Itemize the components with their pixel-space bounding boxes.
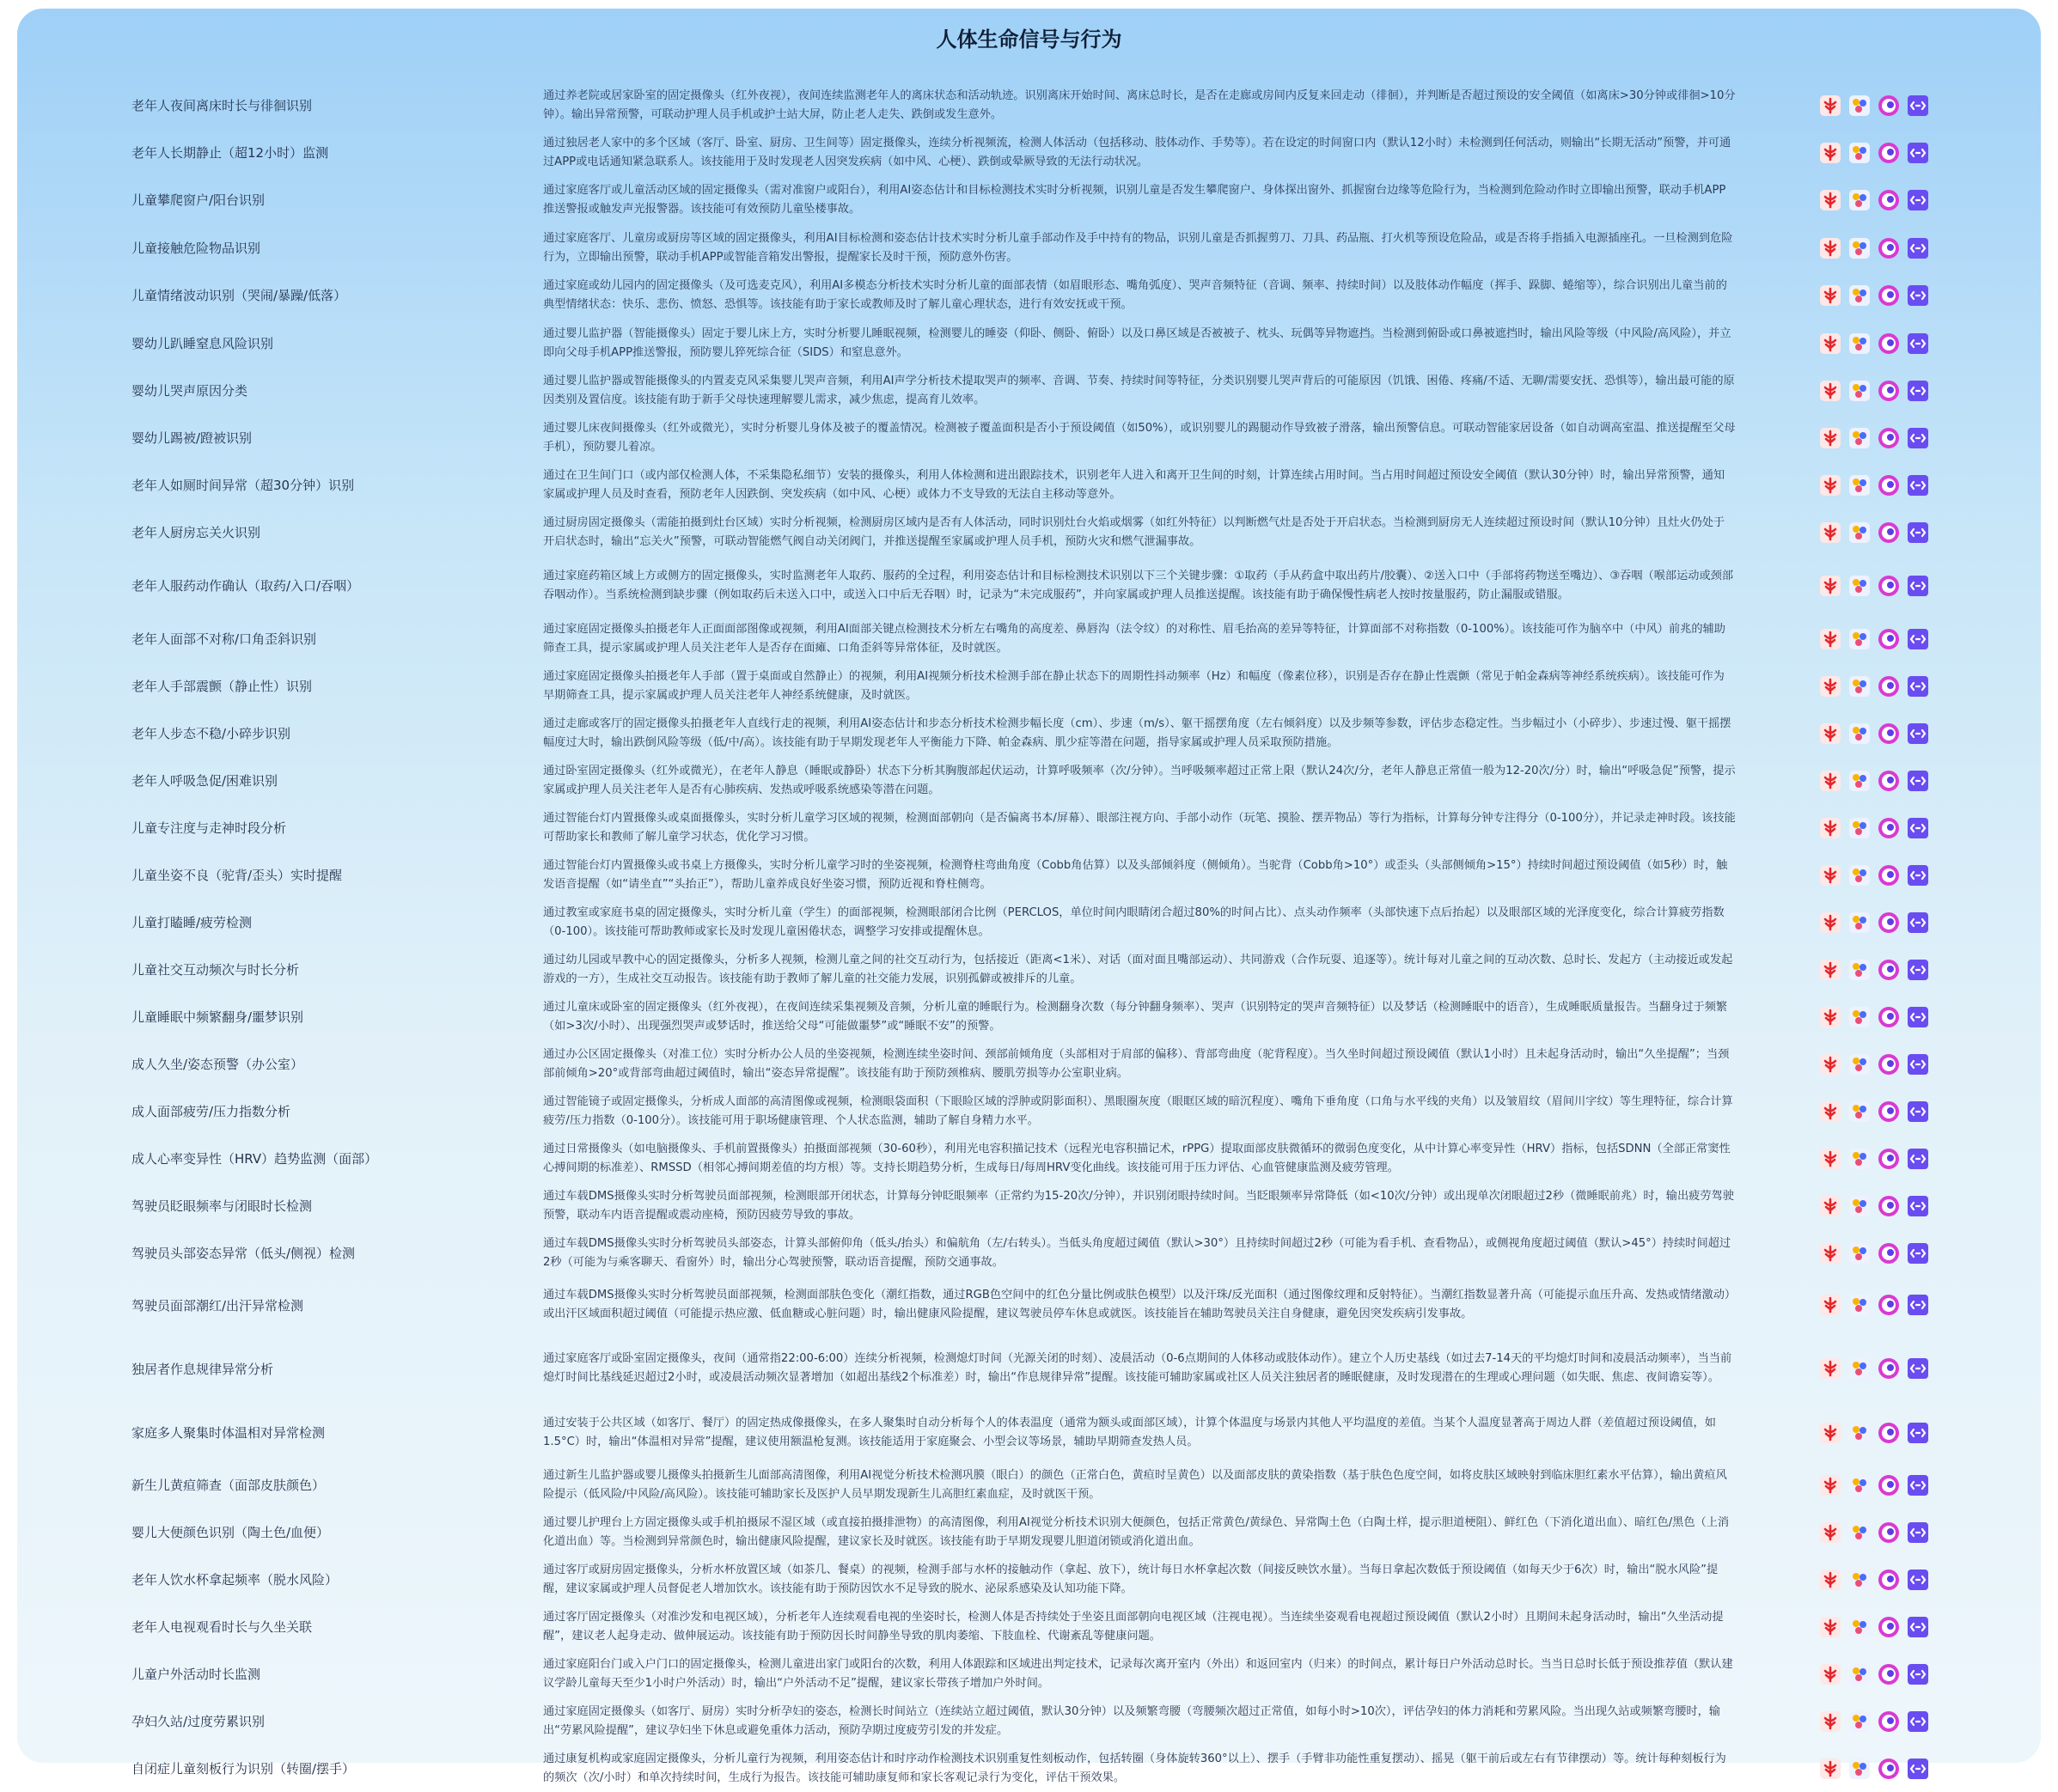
skill-actions	[1819, 675, 1929, 698]
purple-ring-icon[interactable]	[1878, 237, 1900, 259]
skill-actions	[1819, 1294, 1929, 1316]
skill-description: 通过客厅固定摄像头（对准沙发和电视区域），分析老年人连续观看电视的坐姿时长，检测人体是否持续处于坐姿且面部朝向电视区域（注视电视）。当连续坐姿观看电视超过预设阈值（默认2小时）且期间未起身活动时，输出“久坐活动提醒”，建议老人起身走动、做伸展运动。该技能有助于预防因长时间静坐导致的肌肉萎缩、下肢血栓、代谢紊乱等健康问题。	[543, 1610, 1724, 1643]
skill-row	[17, 662, 2041, 710]
skill-name: 儿童坐姿不良（驼背/歪头）实时提醒	[131, 868, 343, 883]
colorful-circles-icon[interactable]	[1848, 1521, 1871, 1544]
skill-description: 通过车载DMS摄像头实时分析驾驶员面部视频，检测面部肤色变化（潮红指数，通过RGB色空间中的红色分量比例或肤色模型）以及汗珠/反光面积（通过图像纹理和反射特征）。当潮红指数显著升高（可能提示血压升高、发热或情绪激动）或出汗区域面积超过阈值（可能提示热应激、低血糖或心脏问题）时，输出健康风险提醒，建议驾驶员停车休息或就医。该技能旨在辅助驾驶员关注自身健康，避免因突发疾病引发事故。	[543, 1289, 1731, 1320]
skill-actions	[1819, 1422, 1929, 1444]
purple-ring-icon[interactable]	[1878, 817, 1900, 839]
red-bird-icon[interactable]	[1819, 521, 1841, 544]
skill-row	[17, 509, 2041, 556]
skill-actions	[1819, 1053, 1929, 1076]
skill-row	[17, 1745, 2041, 1792]
code-brackets-icon[interactable]	[1907, 380, 1929, 402]
skill-name: 婴幼儿趴睡窒息风险识别	[131, 336, 274, 351]
colorful-circles-icon[interactable]	[1848, 675, 1871, 698]
skill-name: 老年人呼吸急促/困难识别	[131, 773, 278, 789]
skill-actions	[1819, 1616, 1929, 1638]
code-brackets-icon[interactable]	[1907, 770, 1929, 792]
skill-name: 婴儿大便颜色识别（陶土色/血便）	[131, 1525, 330, 1540]
skill-row	[17, 1556, 2041, 1603]
red-bird-icon[interactable]	[1819, 1100, 1841, 1123]
red-bird-icon[interactable]	[1819, 237, 1841, 259]
colorful-circles-icon[interactable]	[1848, 380, 1871, 402]
skill-description: 通过客厅或厨房固定摄像头，分析水杯放置区域（如茶几、餐桌）的视频，检测手部与水杯的接触动作（拿起、放下），统计每日水杯拿起次数（间接反映饮水量）。当每日拿起次数低于预设阈值（如每天少于6次）时，输出“脱水风险”提醒，建议家属或护理人员督促老人增加饮水。该技能有助于预防因饮水不足导致的脱水、泌尿系感染及认知功能下降。	[543, 1563, 1719, 1595]
purple-ring-icon[interactable]	[1878, 1195, 1900, 1217]
skill-description: 通过家庭客厅、儿童房或厨房等区域的固定摄像头，利用AI目标检测和姿态估计技术实时分析儿童手部动作及手中持有的物品，识别儿童是否抓握剪刀、刀具、药品瓶、打火机等预设危险品，或是否将手指插入电源插座孔。一旦检测到危险行为，立即输出预警，联动手机APP或智能音箱发出警报，提醒家长及时干预，预防意外伤害。	[543, 231, 1733, 264]
skill-row	[17, 1088, 2041, 1135]
code-brackets-icon[interactable]	[1907, 1006, 1929, 1028]
colorful-circles-icon[interactable]	[1848, 237, 1871, 259]
skill-actions	[1819, 1242, 1929, 1265]
skill-row	[17, 1650, 2041, 1698]
code-brackets-icon[interactable]	[1907, 1569, 1929, 1591]
skill-row	[17, 804, 2041, 851]
skill-actions	[1819, 521, 1929, 544]
skill-row	[17, 946, 2041, 993]
skill-actions	[1819, 864, 1929, 887]
purple-ring-icon[interactable]	[1878, 380, 1900, 402]
skill-actions	[1819, 628, 1929, 650]
red-bird-icon[interactable]	[1819, 1569, 1841, 1591]
red-bird-icon[interactable]	[1819, 575, 1841, 597]
code-brackets-icon[interactable]	[1907, 864, 1929, 887]
code-brackets-icon[interactable]	[1907, 1294, 1929, 1316]
colorful-circles-icon[interactable]	[1848, 864, 1871, 887]
red-bird-icon[interactable]	[1819, 427, 1841, 449]
skill-row	[17, 461, 2041, 509]
skill-name: 老年人步态不稳/小碎步识别	[131, 726, 291, 741]
code-brackets-icon[interactable]	[1907, 1053, 1929, 1076]
code-brackets-icon[interactable]	[1907, 1474, 1929, 1496]
red-bird-icon[interactable]	[1819, 770, 1841, 792]
skill-actions	[1819, 474, 1929, 497]
code-brackets-icon[interactable]	[1907, 94, 1929, 117]
code-brackets-icon[interactable]	[1907, 189, 1929, 211]
red-bird-icon[interactable]	[1819, 1422, 1841, 1444]
skill-actions	[1819, 722, 1929, 745]
colorful-circles-icon[interactable]	[1848, 1663, 1871, 1685]
skill-name: 老年人服药动作确认（取药/入口/吞咽）	[131, 578, 360, 594]
skill-description: 通过家庭客厅或儿童活动区域的固定摄像头（需对准窗户或阳台），利用AI姿态估计和目标检测技术实时分析视频，识别儿童是否发生攀爬窗户、身体探出窗外、抓握窗台边缘等危险行为，当检测到危险动作时立即输出预警，联动手机APP推送警报或触发声光报警器。该技能可有效预防儿童坠楼事故。	[543, 183, 1726, 216]
skill-row	[17, 176, 2041, 223]
skill-description: 通过婴儿监护器（智能摄像头）固定于婴儿床上方，实时分析婴儿睡眠视频，检测婴儿的睡姿（仰卧、侧卧、俯卧）以及口鼻区域是否被被子、枕头、玩偶等异物遮挡。当检测到俯卧或口鼻被遮挡时，输出风险等级（中风险/高风险），并立即向父母手机APP推送警报，预防婴儿猝死综合征（SIDS）和窒息意外。	[543, 326, 1731, 359]
skill-row	[17, 993, 2041, 1040]
red-bird-icon[interactable]	[1819, 1758, 1841, 1780]
skill-description: 通过智能台灯内置摄像头或书桌上方摄像头，实时分析儿童学习时的坐姿视频，检测脊柱弯曲角度（Cobb角估算）以及头部倾斜度（侧倾角）。当驼背（Cobb角>10°）或歪头（头部侧倾角>15°）持续时间超过预设阈值（如5秒）时，触发语音提醒（如“请坐直”“头抬正”），帮助儿童养成良好坐姿习惯，预防近视和脊柱侧弯。	[543, 858, 1728, 891]
code-brackets-icon[interactable]	[1907, 722, 1929, 745]
skill-actions	[1819, 237, 1929, 259]
red-bird-icon[interactable]	[1819, 1357, 1841, 1380]
red-bird-icon[interactable]	[1819, 1294, 1841, 1316]
code-brackets-icon[interactable]	[1907, 332, 1929, 355]
skill-actions	[1819, 1569, 1929, 1591]
purple-ring-icon[interactable]	[1878, 1294, 1900, 1316]
skill-actions	[1819, 817, 1929, 839]
red-bird-icon[interactable]	[1819, 284, 1841, 307]
skill-name: 儿童睡眠中频繁翻身/噩梦识别	[131, 1009, 304, 1025]
skill-description: 通过新生儿监护器或婴儿摄像头拍摄新生儿面部高清图像，利用AI视觉分析技术检测巩膜（眼白）的颜色（正常白色，黄疸时呈黄色）以及面部皮肤的黄染指数（基于肤色色度空间，如将皮肤区域映射到临床胆红素水平估算），输出黄疸风险提示（低风险/中风险/高风险）。该技能可辅助家长及医护人员早期发现新生儿高胆红素血症，及时就医干预。	[543, 1468, 1727, 1501]
skill-name: 独居者作息规律异常分析	[131, 1361, 274, 1377]
red-bird-icon[interactable]	[1819, 1242, 1841, 1265]
skill-row	[17, 224, 2041, 271]
skill-name: 成人面部疲劳/压力指数分析	[131, 1104, 291, 1119]
skill-actions	[1819, 1474, 1929, 1496]
skill-description: 通过家庭或幼儿园内的固定摄像头（及可选麦克风），利用AI多模态分析技术实时分析儿童的面部表情（如眉眼形态、嘴角弧度）、哭声音频特征（音调、频率、持续时间）以及肢体动作幅度（挥手、跺脚、蜷缩等），综合识别出儿童当前的典型情绪状态：快乐、悲伤、愤怒、恐惧等。该技能有助于家长或教师及时了解儿童心理状态，进行有效安抚或干预。	[543, 278, 1727, 311]
skill-name: 老年人饮水杯拿起频率（脱水风险）	[131, 1572, 339, 1588]
colorful-circles-icon[interactable]	[1848, 1148, 1871, 1170]
skill-row	[17, 1229, 2041, 1277]
red-bird-icon[interactable]	[1819, 722, 1841, 745]
code-brackets-icon[interactable]	[1907, 427, 1929, 449]
colorful-circles-icon[interactable]	[1848, 1195, 1871, 1217]
code-brackets-icon[interactable]	[1907, 1422, 1929, 1444]
red-bird-icon[interactable]	[1819, 380, 1841, 402]
skill-description: 通过办公区固定摄像头（对准工位）实时分析办公人员的坐姿视频，检测连续坐姿时间、颈部前倾角度（头部相对于肩部的偏移）、背部弯曲度（驼背程度）。当久坐时间超过预设阈值（默认1小时）且未起身活动时，输出“久坐提醒”；当颈部前倾角>20°或背部弯曲超过阈值时，输出“姿态异常提醒”。该技能有助于预防颈椎病、腰肌劳损等办公室职业病。	[543, 1047, 1730, 1080]
skill-description: 通过养老院或居家卧室的固定摄像头（红外夜视），夜间连续监测老年人的离床状态和活动轨迹。识别离床开始时间、离床总时长，是否在走廊或房间内反复来回走动（徘徊），并判断是否超过预设的安全阈值（如离床>30分钟或徘徊>10分钟）。输出异常预警，可联动护理人员手机或护士站大屏，防止老人走失、跌倒或发生意外。	[543, 88, 1736, 121]
code-brackets-icon[interactable]	[1907, 628, 1929, 650]
purple-ring-icon[interactable]	[1878, 1616, 1900, 1638]
red-bird-icon[interactable]	[1819, 1474, 1841, 1496]
skill-name: 婴幼儿哭声原因分类	[131, 383, 248, 399]
code-brackets-icon[interactable]	[1907, 1100, 1929, 1123]
skill-description: 通过教室或家庭书桌的固定摄像头，实时分析儿童（学生）的面部视频，检测眼部闭合比例（PERCLOS，单位时间内眼睛闭合超过80%的时间占比）、点头动作频率（头部快速下点后抬起）以及眼部区域的光泽度变化，综合计算疲劳指数（0-100）。该技能可帮助教师或家长及时发现儿童困倦状态，调整学习安排或提醒休息。	[543, 905, 1725, 938]
red-bird-icon[interactable]	[1819, 1616, 1841, 1638]
skill-description: 通过家庭药箱区域上方或侧方的固定摄像头，实时监测老年人取药、服药的全过程，利用姿态估计和目标检测技术识别以下三个关键步骤：①取药（手从药盒中取出药片/胶囊）、②送入口中（手部将药物送至嘴边）、③吞咽（喉部运动或颈部吞咽动作）。当系统检测到缺步骤（例如取药后未送入口中，或送入口中后无吞咽）时，记录为“未完成服药”，并向家属或护理人员推送提醒。该技能有助于确保慢性病老人按时按量服药，防止漏服或错服。	[543, 569, 1734, 601]
skill-description: 通过卧室固定摄像头（红外或微光），在老年人静息（睡眠或静卧）状态下分析其胸腹部起伏运动，计算呼吸频率（次/分钟）。当呼吸频率超过正常上限（默认24次/分，老年人静息正常值一般为12-20次/分）时，输出“呼吸急促”预警，提示家属或护理人员关注老年人是否有心肺疾病、发热或呼吸系统感染等潜在问题。	[543, 764, 1736, 796]
skill-description: 通过家庭固定摄像头拍摄老年人正面面部图像或视频，利用AI面部关键点检测技术分析左右嘴角的高度差、鼻唇沟（法令纹）的对称性、眉毛抬高的差异等特征，计算面部不对称指数（0-100%）。该技能可作为脑卒中（中风）前兆的辅助筛查工具，提示家属或护理人员关注老年人是否存在面瘫、口角歪斜等异常体征，及时就医。	[543, 622, 1725, 655]
purple-ring-icon[interactable]	[1878, 575, 1900, 597]
colorful-circles-icon[interactable]	[1848, 1357, 1871, 1380]
colorful-circles-icon[interactable]	[1848, 1053, 1871, 1076]
skill-name: 家庭多人聚集时体温相对异常检测	[131, 1425, 326, 1441]
red-bird-icon[interactable]	[1819, 1006, 1841, 1028]
skill-name: 儿童社交互动频次与时长分析	[131, 962, 300, 978]
skill-row	[17, 757, 2041, 804]
skill-name: 老年人手部震颤（静止性）识别	[131, 679, 313, 694]
purple-ring-icon[interactable]	[1878, 1100, 1900, 1123]
skill-row	[17, 1698, 2041, 1745]
red-bird-icon[interactable]	[1819, 332, 1841, 355]
skill-actions	[1819, 1357, 1929, 1380]
red-bird-icon[interactable]	[1819, 1521, 1841, 1544]
code-brackets-icon[interactable]	[1907, 142, 1929, 164]
code-brackets-icon[interactable]	[1907, 1148, 1929, 1170]
skill-row	[17, 82, 2041, 129]
colorful-circles-icon[interactable]	[1848, 332, 1871, 355]
purple-ring-icon[interactable]	[1878, 474, 1900, 497]
red-bird-icon[interactable]	[1819, 1053, 1841, 1076]
code-brackets-icon[interactable]	[1907, 237, 1929, 259]
code-brackets-icon[interactable]	[1907, 1521, 1929, 1544]
skill-name: 儿童攀爬窗户/阳台识别	[131, 192, 266, 208]
skill-description: 通过独居老人家中的多个区域（客厅、卧室、厨房、卫生间等）固定摄像头，连续分析视频流，检测人体活动（包括移动、肢体动作、手势等）。若在设定的时间窗口内（默认12小时）未检测到任何活动，则输出“长期无活动”预警，并可通过APP或电话通知紧急联系人。该技能用于及时发现老人因突发疾病（如中风、心梗）、跌倒或晕厥导致的无法行动状况。	[543, 136, 1731, 168]
skill-row	[17, 899, 2041, 946]
skill-description: 通过智能台灯内置摄像头或桌面摄像头，实时分析儿童学习区域的视频，检测面部朝向（是否偏离书本/屏幕）、眼部注视方向、手部小动作（玩笔、摸脸、摆弄物品）等行为指标，计算每分钟专注得分（0-100分），并记录走神时段。该技能可帮助家长和教师了解儿童学习状态，优化学习习惯。	[543, 811, 1736, 844]
colorful-circles-icon[interactable]	[1848, 142, 1871, 164]
skill-actions	[1819, 575, 1929, 597]
colorful-circles-icon[interactable]	[1848, 94, 1871, 117]
skill-actions	[1819, 1195, 1929, 1217]
purple-ring-icon[interactable]	[1878, 1474, 1900, 1496]
code-brackets-icon[interactable]	[1907, 521, 1929, 544]
purple-ring-icon[interactable]	[1878, 864, 1900, 887]
skill-row	[17, 1277, 2041, 1333]
red-bird-icon[interactable]	[1819, 911, 1841, 934]
colorful-circles-icon[interactable]	[1848, 628, 1871, 650]
purple-ring-icon[interactable]	[1878, 521, 1900, 544]
skill-actions	[1819, 959, 1929, 981]
skill-name: 儿童户外活动时长监测	[131, 1667, 261, 1682]
red-bird-icon[interactable]	[1819, 189, 1841, 211]
colorful-circles-icon[interactable]	[1848, 959, 1871, 981]
skill-row	[17, 1509, 2041, 1556]
colorful-circles-icon[interactable]	[1848, 1100, 1871, 1123]
skill-actions	[1819, 1663, 1929, 1685]
skill-description: 通过婴儿护理台上方固定摄像头或手机拍摄尿不湿区域（或直接拍摄排泄物）的高清图像，利用AI视觉分析技术识别大便颜色，包括正常黄色/黄绿色、异常陶土色（白陶土样，提示胆道梗阻）、鲜红色（下消化道出血）、暗红色/黑色（上消化道出血）等。当检测到异常颜色时，输出健康风险提醒，建议家长及时就医。该技能有助于早期发现婴儿胆道闭锁或消化道出血。	[543, 1515, 1730, 1548]
skill-name: 儿童接触危险物品识别	[131, 241, 261, 256]
purple-ring-icon[interactable]	[1878, 1242, 1900, 1265]
skill-description: 通过家庭固定摄像头拍摄老年人手部（置于桌面或自然静止）的视频，利用AI视频分析技术检测手部在静止状态下的周期性抖动频率（Hz）和幅度（像素位移），识别是否存在静止性震颤（常见于帕金森病等神经系统疾病）。该技能可作为早期筛查工具，提示家属或护理人员关注老年人神经系统健康，及时就医。	[543, 669, 1725, 702]
colorful-circles-icon[interactable]	[1848, 817, 1871, 839]
red-bird-icon[interactable]	[1819, 628, 1841, 650]
skill-description: 通过家庭固定摄像头（如客厅、厨房）实时分析孕妇的姿态，检测长时间站立（连续站立超过阈值，默认30分钟）以及频繁弯腰（弯腰频次超过正常值，如每小时>10次），评估孕妇的体力消耗和劳累风险。当出现久站或频繁弯腰时，输出“劳累风险提醒”，建议孕妇坐下休息或避免重体力活动，预防孕期过度疲劳引发的并发症。	[543, 1704, 1720, 1737]
skill-description: 通过家庭阳台门或入户门口的固定摄像头，检测儿童进出家门或阳台的次数，利用人体跟踪和区域进出判定技术，记录每次离开室内（外出）和返回室内（归来）的时间点，累计每日户外活动总时长。当当日总时长低于预设推荐值（默认建议学龄儿童每天至少1小时户外活动）时，输出“户外活动不足”提醒，建议家长带孩子增加户外时间。	[543, 1657, 1733, 1690]
skill-name: 驾驶员面部潮红/出汗异常检测	[131, 1297, 304, 1314]
skill-name: 老年人厨房忘关火识别	[131, 525, 261, 540]
colorful-circles-icon[interactable]	[1848, 521, 1871, 544]
code-brackets-icon[interactable]	[1907, 1357, 1929, 1380]
skill-description: 通过婴儿床夜间摄像头（红外或微光），实时分析婴儿身体及被子的覆盖情况。检测被子覆盖面积是否小于预设阈值（如50%），或识别婴儿的踢腿动作导致被子滑落，输出预警信息。可联动智能家居设备（如自动调高室温、推送提醒至父母手机），预防婴儿着凉。	[543, 421, 1736, 454]
skill-name: 驾驶员眨眼频率与闭眼时长检测	[131, 1198, 313, 1214]
skill-name: 老年人长期静止（超12小时）监测	[131, 145, 329, 161]
skill-row	[17, 710, 2041, 757]
purple-ring-icon[interactable]	[1878, 911, 1900, 934]
red-bird-icon[interactable]	[1819, 474, 1841, 497]
skill-description: 通过在卫生间门口（或内部仅检测人体，不采集隐私细节）安装的摄像头，利用人体检测和进出跟踪技术，识别老年人进入和离开卫生间的时刻，计算连续占用时间。当占用时间超过预设安全阈值（默认30分钟）时，输出异常预警，通知家属或护理人员及时查看，预防老年人因跌倒、突发疾病（如中风、心梗）或体力不支导致的无法自主移动等意外。	[543, 468, 1725, 501]
skill-name: 儿童专注度与走神时段分析	[131, 820, 287, 836]
colorful-circles-icon[interactable]	[1848, 189, 1871, 211]
purple-ring-icon[interactable]	[1878, 959, 1900, 981]
colorful-circles-icon[interactable]	[1848, 1758, 1871, 1780]
colorful-circles-icon[interactable]	[1848, 911, 1871, 934]
skill-row	[17, 851, 2041, 899]
code-brackets-icon[interactable]	[1907, 1663, 1929, 1685]
skill-name: 成人心率变异性（HRV）趋势监测（面部）	[131, 1151, 378, 1167]
skill-name: 孕妇久站/过度劳累识别	[131, 1714, 266, 1729]
colorful-circles-icon[interactable]	[1848, 1294, 1871, 1316]
skill-actions	[1819, 189, 1929, 211]
skill-row	[17, 1182, 2041, 1229]
skill-name: 自闭症儿童刻板行为识别（转圈/摆手）	[131, 1761, 356, 1777]
purple-ring-icon[interactable]	[1878, 427, 1900, 449]
skill-actions	[1819, 94, 1929, 117]
purple-ring-icon[interactable]	[1878, 142, 1900, 164]
purple-ring-icon[interactable]	[1878, 1357, 1900, 1380]
red-bird-icon[interactable]	[1819, 1663, 1841, 1685]
skill-actions	[1819, 142, 1929, 164]
skill-actions	[1819, 1006, 1929, 1028]
purple-ring-icon[interactable]	[1878, 628, 1900, 650]
code-brackets-icon[interactable]	[1907, 1758, 1929, 1780]
skill-actions	[1819, 332, 1929, 355]
skill-row	[17, 414, 2041, 461]
skill-description: 通过车载DMS摄像头实时分析驾驶员面部视频，检测眼部开闭状态，计算每分钟眨眼频率（正常约为15-20次/分钟），并识别闭眼持续时间。当眨眼频率异常降低（如<10次/分钟）或出现单次闭眼超过2秒（微睡眠前兆）时，输出疲劳驾驶预警，联动车内语音提醒或震动座椅，预防因疲劳导致的事故。	[543, 1189, 1734, 1222]
code-brackets-icon[interactable]	[1907, 675, 1929, 698]
skill-row	[17, 1404, 2041, 1461]
colorful-circles-icon[interactable]	[1848, 284, 1871, 307]
red-bird-icon[interactable]	[1819, 864, 1841, 887]
skill-description: 通过康复机构或家庭固定摄像头，分析儿童行为视频，利用姿态估计和时序动作检测技术识别重复性刻板动作，包括转圈（身体旋转360°以上）、摆手（手臂非功能性重复摆动）、摇晃（躯干前后或左右有节律摆动）等。统计每种刻板行为的频次（次/小时）和单次持续时间，生成行为报告。该技能可辅助康复师和家长客观记录行为变化，评估干预效果。	[543, 1752, 1726, 1784]
red-bird-icon[interactable]	[1819, 959, 1841, 981]
purple-ring-icon[interactable]	[1878, 1569, 1900, 1591]
skill-row	[17, 1040, 2041, 1088]
skill-actions	[1819, 380, 1929, 402]
skill-actions	[1819, 1100, 1929, 1123]
skill-row	[17, 320, 2041, 367]
skill-row	[17, 129, 2041, 176]
code-brackets-icon[interactable]	[1907, 959, 1929, 981]
colorful-circles-icon[interactable]	[1848, 474, 1871, 497]
skill-name: 老年人夜间离床时长与徘徊识别	[131, 98, 313, 113]
skill-name: 婴幼儿踢被/蹬被识别	[131, 430, 253, 446]
colorful-circles-icon[interactable]	[1848, 770, 1871, 792]
purple-ring-icon[interactable]	[1878, 189, 1900, 211]
skill-name: 成人久坐/姿态预警（办公室）	[131, 1057, 304, 1072]
red-bird-icon[interactable]	[1819, 675, 1841, 698]
content-card	[17, 9, 2041, 1784]
colorful-circles-icon[interactable]	[1848, 1569, 1871, 1591]
skill-description: 通过儿童床或卧室的固定摄像头（红外夜视），在夜间连续采集视频及音频，分析儿童的睡眠行为。检测翻身次数（每分钟翻身频率）、哭声（识别特定的哭声音频特征）以及梦话（检测睡眠中的语音），生成睡眠质量报告。当翻身过于频繁（如>3次/小时）、出现强烈哭声或梦话时，推送给父母“可能做噩梦”或“睡眠不安”的预警。	[543, 1000, 1728, 1033]
skill-description: 通过车载DMS摄像头实时分析驾驶员头部姿态，计算头部俯仰角（低头/抬头）和偏航角（左/右转头）。当低头角度超过阈值（默认>30°）且持续时间超过2秒（可能为看手机、查看物品），或侧视角度超过阈值（默认>45°）持续时间超过2秒（可能为与乘客聊天、看窗外）时，输出分心驾驶预警，联动语音提醒，预防交通事故。	[543, 1236, 1731, 1269]
skill-name: 儿童打瞌睡/疲劳检测	[131, 915, 253, 930]
skill-actions	[1819, 284, 1929, 307]
skill-description: 通过厨房固定摄像头（需能拍摄到灶台区域）实时分析视频，检测厨房区域内是否有人体活动，同时识别灶台火焰或烟雾（如红外特征）以判断燃气灶是否处于开启状态。当检测到厨房无人连续超过预设时间（默认10分钟）且灶火仍处于开启状态时，输出“忘关火”预警，可联动智能燃气阀自动关闭阀门，并推送提醒至家属或护理人员手机，预防火灾和燃气泄漏事故。	[543, 515, 1725, 548]
skill-name: 儿童情绪波动识别（哭闹/暴躁/低落）	[131, 288, 347, 303]
skill-actions	[1819, 1758, 1929, 1780]
skill-name: 老年人电视观看时长与久坐关联	[131, 1619, 313, 1635]
purple-ring-icon[interactable]	[1878, 94, 1900, 117]
skill-description: 通过走廊或客厅的固定摄像头拍摄老年人直线行走的视频，利用AI姿态估计和步态分析技术检测步幅长度（cm）、步速（m/s）、躯干摇摆角度（左右倾斜度）以及步频等参数，评估步态稳定性。当步幅过小（小碎步）、步速过慢、躯干摇摆幅度过大时，输出跌倒风险等级（低/中/高）。该技能有助于早期发现老年人平衡能力下降、帕金森病、肌少症等潜在问题，指导家属或护理人员采取预防措施。	[543, 716, 1731, 749]
colorful-circles-icon[interactable]	[1848, 427, 1871, 449]
skill-name: 驾驶员头部姿态异常（低头/侧视）检测	[131, 1246, 356, 1261]
skill-row	[17, 1603, 2041, 1650]
purple-ring-icon[interactable]	[1878, 1710, 1900, 1733]
skill-description: 通过家庭客厅或卧室固定摄像头，夜间（通常指22:00-6:00）连续分析视频，检测熄灯时间（光源关闭的时刻）、凌晨活动（0-6点期间的人体移动或肢体动作）。建立个人历史基线（如过去7-14天的平均熄灯时间和凌晨活动频率），当当前熄灯时间比基线延迟超过2小时，或凌晨活动频次显著增加（如超出基线2个标准差）时，输出“作息规律异常”提醒。该技能可辅助家属或社区人员关注独居者的睡眠健康，及时发现潜在的生理或心理问题（如失眠、焦虑、夜间谵妄等）。	[543, 1352, 1732, 1384]
purple-ring-icon[interactable]	[1878, 770, 1900, 792]
skill-description: 通过幼儿园或早教中心的固定摄像头，分析多人视频，检测儿童之间的社交互动行为，包括接近（距离<1米）、对话（面对面且嘴部运动）、共同游戏（合作玩耍、追逐等）。统计每对儿童之间的互动次数、总时长、发起方（主动接近或发起游戏的一方），生成社交互动报告。该技能有助于教师了解儿童的社交能力发展，识别孤僻或被排斥的儿童。	[543, 953, 1733, 985]
purple-ring-icon[interactable]	[1878, 1422, 1900, 1444]
red-bird-icon[interactable]	[1819, 94, 1841, 117]
skill-name: 老年人如厕时间异常（超30分钟）识别	[131, 478, 355, 493]
purple-ring-icon[interactable]	[1878, 1006, 1900, 1028]
colorful-circles-icon[interactable]	[1848, 1422, 1871, 1444]
skill-row	[17, 367, 2041, 414]
code-brackets-icon[interactable]	[1907, 474, 1929, 497]
red-bird-icon[interactable]	[1819, 1710, 1841, 1733]
code-brackets-icon[interactable]	[1907, 817, 1929, 839]
code-brackets-icon[interactable]	[1907, 1195, 1929, 1217]
purple-ring-icon[interactable]	[1878, 284, 1900, 307]
purple-ring-icon[interactable]	[1878, 722, 1900, 745]
purple-ring-icon[interactable]	[1878, 675, 1900, 698]
code-brackets-icon[interactable]	[1907, 1710, 1929, 1733]
skill-row	[17, 1135, 2041, 1182]
purple-ring-icon[interactable]	[1878, 1663, 1900, 1685]
skill-actions	[1819, 427, 1929, 449]
purple-ring-icon[interactable]	[1878, 1053, 1900, 1076]
code-brackets-icon[interactable]	[1907, 1616, 1929, 1638]
code-brackets-icon[interactable]	[1907, 911, 1929, 934]
colorful-circles-icon[interactable]	[1848, 1710, 1871, 1733]
skill-row	[17, 271, 2041, 319]
skill-actions	[1819, 1521, 1929, 1544]
skill-description: 通过智能镜子或固定摄像头，分析成人面部的高清图像或视频，检测眼袋面积（下眼睑区域的浮肿或阴影面积）、黑眼圈灰度（眼眶区域的暗沉程度）、嘴角下垂角度（口角与水平线的夹角）以及皱眉纹（眉间川字纹）等生理特征，综合计算疲劳/压力指数（0-100分）。该技能可用于职场健康管理、个人状态监测，辅助了解自身精力水平。	[543, 1094, 1733, 1127]
purple-ring-icon[interactable]	[1878, 1521, 1900, 1544]
skill-name: 新生儿黄疸筛查（面部皮肤颜色）	[131, 1478, 326, 1493]
skill-row	[17, 556, 2041, 615]
skill-row	[17, 1333, 2041, 1404]
skill-actions	[1819, 770, 1929, 792]
code-brackets-icon[interactable]	[1907, 575, 1929, 597]
purple-ring-icon[interactable]	[1878, 332, 1900, 355]
skill-actions	[1819, 911, 1929, 934]
red-bird-icon[interactable]	[1819, 1148, 1841, 1170]
colorful-circles-icon[interactable]	[1848, 1616, 1871, 1638]
skill-row	[17, 1461, 2041, 1509]
skill-actions	[1819, 1148, 1929, 1170]
purple-ring-icon[interactable]	[1878, 1148, 1900, 1170]
colorful-circles-icon[interactable]	[1848, 1006, 1871, 1028]
purple-ring-icon[interactable]	[1878, 1758, 1900, 1780]
colorful-circles-icon[interactable]	[1848, 722, 1871, 745]
colorful-circles-icon[interactable]	[1848, 575, 1871, 597]
colorful-circles-icon[interactable]	[1848, 1242, 1871, 1265]
colorful-circles-icon[interactable]	[1848, 1474, 1871, 1496]
page-title: 人体生命信号与行为	[936, 27, 1122, 52]
red-bird-icon[interactable]	[1819, 142, 1841, 164]
skill-row	[17, 615, 2041, 662]
code-brackets-icon[interactable]	[1907, 284, 1929, 307]
skill-description: 通过安装于公共区域（如客厅、餐厅）的固定热成像摄像头，在多人聚集时自动分析每个人的体表温度（通常为额头或面部区域），计算个体温度与场景内其他人平均温度的差值。当某个人温度显著高于周边人群（差值超过预设阈值，如1.5°C）时，输出“体温相对异常”提醒，建议使用额温枪复测。该技能适用于家庭聚会、小型会议等场景，辅助早期筛查发热人员。	[543, 1416, 1716, 1448]
red-bird-icon[interactable]	[1819, 817, 1841, 839]
skill-actions	[1819, 1710, 1929, 1733]
skill-name: 老年人面部不对称/口角歪斜识别	[131, 631, 317, 647]
skill-description: 通过日常摄像头（如电脑摄像头、手机前置摄像头）拍摄面部视频（30-60秒），利用光电容积描记技术（远程光电容积描记术，rPPG）提取面部皮肤微循环的微弱色度变化，从中计算心率变异性（HRV）指标，包括SDNN（全部正常窦性心搏间期的标准差）、RMSSD（相邻心搏间期差值的均方根）等。支持长期趋势分析，生成每日/每周HRV变化曲线。该技能可用于压力评估、心血管健康监测及疲劳管理。	[543, 1142, 1731, 1174]
code-brackets-icon[interactable]	[1907, 1242, 1929, 1265]
skill-description: 通过婴儿监护器或智能摄像头的内置麦克风采集婴儿哭声音频，利用AI声学分析技术提取哭声的频率、音调、节奏、持续时间等特征，分类识别婴儿哭声背后的可能原因（饥饿、困倦、疼痛/不适、无聊/需要安抚、恐惧等），输出最可能的原因类别及置信度。该技能有助于新手父母快速理解婴儿需求，减少焦虑，提高育儿效率。	[543, 374, 1735, 406]
red-bird-icon[interactable]	[1819, 1195, 1841, 1217]
